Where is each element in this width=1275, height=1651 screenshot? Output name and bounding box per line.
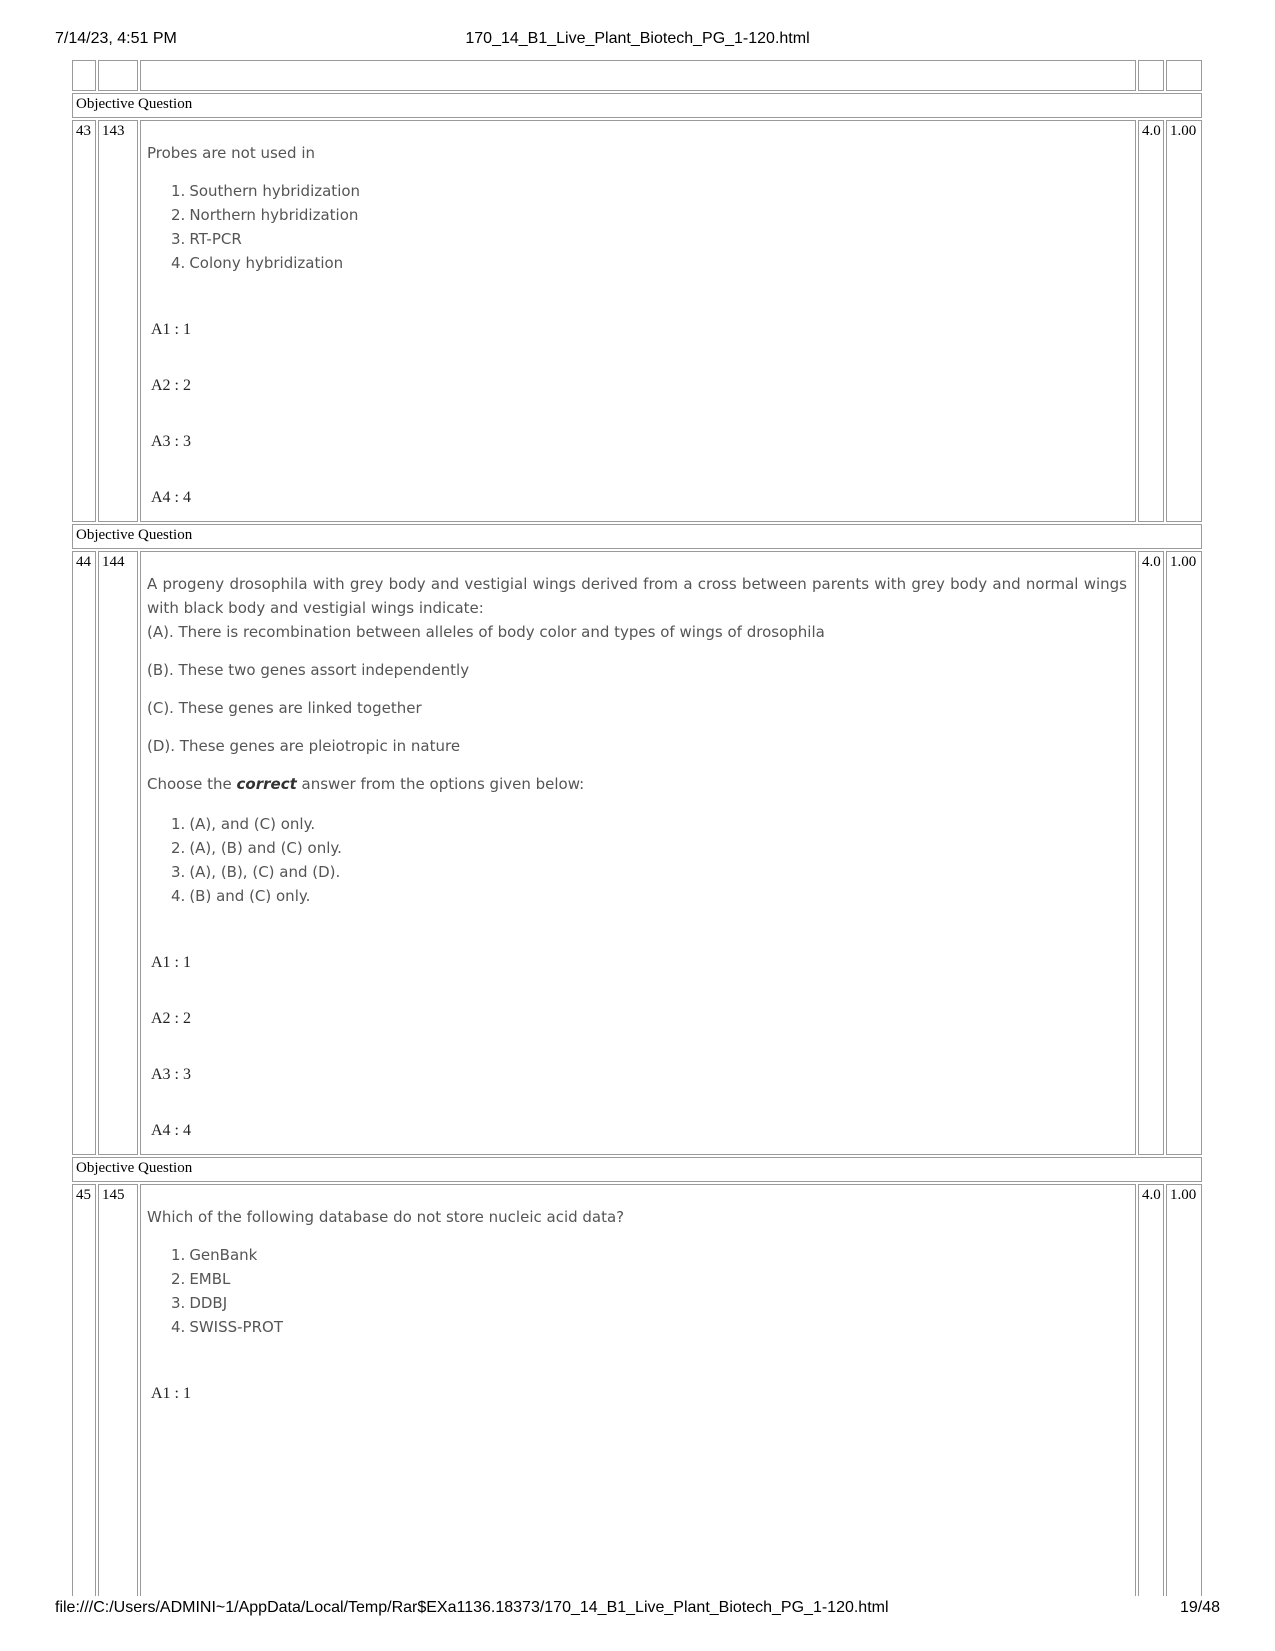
choice-item: 1. Southern hybridization bbox=[171, 182, 361, 200]
print-header bbox=[0, 30, 1275, 52]
section-header-row bbox=[72, 93, 1202, 118]
emphasis-text: correct bbox=[236, 775, 297, 793]
print-footer bbox=[0, 1599, 1275, 1621]
choice-item: 4. SWISS-PROT bbox=[171, 1318, 283, 1336]
choice-item: 2. EMBL bbox=[171, 1270, 231, 1288]
answer-option: A4 : 4 bbox=[151, 489, 191, 506]
question-stem: Which of the following database do not store nucleic acid data? bbox=[147, 1208, 625, 1226]
choice-item: 2. Northern hybridization bbox=[171, 206, 359, 224]
answer-option: A3 : 3 bbox=[151, 1066, 191, 1083]
choice-item: 3. RT-PCR bbox=[171, 230, 242, 248]
marks-value: 4.0 bbox=[1138, 120, 1164, 522]
print-document-title: 170_14_B1_Live_Plant_Biotech_PG_1-120.html bbox=[465, 30, 810, 47]
negative-marks-value: 1.00 bbox=[1166, 1184, 1202, 1596]
question-body bbox=[140, 120, 1136, 522]
section-label: Objective Question bbox=[72, 1157, 1202, 1182]
question-id: 143 bbox=[98, 120, 138, 522]
choice-item: 3. (A), (B), (C) and (D). bbox=[171, 863, 341, 881]
previous-question-tail bbox=[72, 60, 1202, 91]
question-instruction: Choose the correct answer from the options given below: bbox=[147, 775, 585, 793]
question-row bbox=[72, 551, 1202, 1155]
answer-option: A2 : 2 bbox=[151, 377, 191, 394]
question-row bbox=[72, 1184, 1202, 1596]
answer-option: A1 : 1 bbox=[151, 954, 191, 971]
question-stem: A progeny drosophila with grey body and vestigial wings derived from a cross between parents with grey body and normal wings with black body and vestigial wings indicate: bbox=[147, 575, 1127, 617]
section-header-row bbox=[72, 524, 1202, 549]
print-file-path: file:///C:/Users/ADMINI~1/AppData/Local/Temp/Rar$EXa1136.18373/170_14_B1_Live_Plant_Biotech_PG_1-120.html bbox=[55, 1599, 889, 1616]
serial-number: 44 bbox=[72, 551, 96, 1155]
negative-marks-value: 1.00 bbox=[1166, 120, 1202, 522]
answer-option: A1 : 1 bbox=[151, 321, 191, 338]
negative-marks-value: 1.00 bbox=[1166, 551, 1202, 1155]
section-label: Objective Question bbox=[72, 93, 1202, 118]
section-header-row bbox=[72, 1157, 1202, 1182]
answer-options bbox=[147, 954, 1127, 1148]
statement-d: (D). These genes are pleiotropic in nature bbox=[147, 737, 461, 755]
serial-number: 43 bbox=[72, 120, 96, 522]
answer-option: A4 : 4 bbox=[151, 1122, 191, 1139]
section-label: Objective Question bbox=[72, 524, 1202, 549]
question-id: 144 bbox=[98, 551, 138, 1155]
choice-item: 4. Colony hybridization bbox=[171, 254, 344, 272]
question-stem: Probes are not used in bbox=[147, 144, 316, 162]
choice-item: 4. (B) and (C) only. bbox=[171, 887, 311, 905]
print-datetime: 7/14/23, 4:51 PM bbox=[55, 30, 177, 47]
serial-number: 45 bbox=[72, 1184, 96, 1596]
statement-a: (A). There is recombination between alleles of body color and types of wings of drosophila bbox=[147, 623, 825, 641]
print-page-indicator: 19/48 bbox=[1179, 1599, 1220, 1616]
question-body bbox=[140, 1184, 1136, 1596]
marks-value: 4.0 bbox=[1138, 551, 1164, 1155]
choice-list bbox=[171, 1243, 1127, 1339]
answer-option: A3 : 3 bbox=[151, 433, 191, 450]
statement-c: (C). These genes are linked together bbox=[147, 699, 422, 717]
answer-options bbox=[147, 1385, 1127, 1411]
question-sheet bbox=[70, 58, 1204, 1596]
question-row bbox=[72, 120, 1202, 522]
question-id: 145 bbox=[98, 1184, 138, 1596]
statement-b: (B). These two genes assort independently bbox=[147, 661, 470, 679]
choice-list bbox=[171, 179, 1127, 275]
marks-value: 4.0 bbox=[1138, 1184, 1164, 1596]
answer-option: A2 : 2 bbox=[151, 1010, 191, 1027]
choice-item: 2. (A), (B) and (C) only. bbox=[171, 839, 342, 857]
question-body bbox=[140, 551, 1136, 1155]
question-table bbox=[70, 58, 1204, 1596]
choice-item: 3. DDBJ bbox=[171, 1294, 228, 1312]
choice-item: 1. GenBank bbox=[171, 1246, 258, 1264]
answer-options bbox=[147, 321, 1127, 515]
choice-list bbox=[171, 812, 1127, 908]
choice-item: 1. (A), and (C) only. bbox=[171, 815, 316, 833]
answer-option: A1 : 1 bbox=[151, 1385, 191, 1402]
